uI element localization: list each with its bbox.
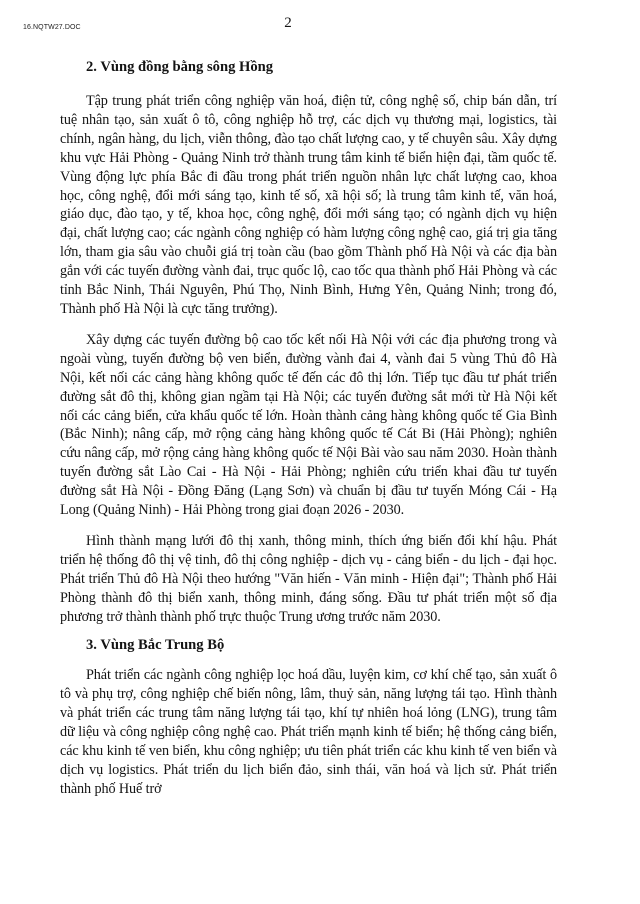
page-number: 2: [284, 15, 292, 31]
document-body: [60, 58, 557, 799]
paragraph: Phát triển các ngành công nghiệp lọc hoá dầu, luyện kim, cơ khí chế tạo, sản xuất ô tô và phụ trợ, công nghiệp chế biến nông, lâm, thuỷ sản, năng lượng tái tạo. Hình thành và phát triển các trung tâm năng lượng tái tạo, khí tự nhiên hoá lỏng (LNG), trung tâm dữ liệu và công nghiệp công nghệ cao. Phát triển mạnh kinh tế biển; hệ thống cảng biển, các khu kinh tế ven biển, khu công nghiệp; ưu tiên phát triển các khu kinh tế ven biển và dịch vụ logistics. Phát triển du lịch biển đảo, sinh thái, văn hoá và lịch sử. Phát triển thành phố Huế trở: [60, 667, 557, 797]
paragraph: Hình thành mạng lưới đô thị xanh, thông minh, thích ứng biến đổi khí hậu. Phát triển hệ thống đô thị vệ tinh, đô thị công nghiệp - dịch vụ - cảng biển - du lịch - đại học. Phát triển Thủ đô Hà Nội theo hướng "Văn hiến - Văn minh - Hiện đại"; Thành phố Hải Phòng thành đô thị biển xanh, thông minh, đáng sống. Đầu tư phát triển một số địa phương trở thành thành phố trực thuộc Trung ương trước năm 2030.: [60, 532, 557, 625]
section-heading-bac-trung-bo: 3. Vùng Bắc Trung Bộ: [86, 637, 225, 654]
section-heading-dong-bang-song-hong: 2. Vùng đồng bằng sông Hồng: [86, 59, 274, 75]
paragraph: Xây dựng các tuyến đường bộ cao tốc kết nối Hà Nội với các địa phương trong và ngoài vùng, tuyến đường bộ ven biển, đường vành đai 4, vành đai 5 vùng Thủ đô Hà Nội, kết nối các cảng hàng không quốc tế đến các đô thị lớn. Tiếp tục đầu tư phát triển đường sắt đô thị, không gian ngầm tại Hà Nội; các tuyến đường sắt mới từ Hà Nội kết nối các cảng biển, cửa khẩu quốc tế lớn. Hoàn thành cảng hàng không quốc tế Gia Bình (Bắc Ninh); nâng cấp, mở rộng cảng hàng không quốc tế Cát Bi (Hải Phòng); nghiên cứu nâng cấp, mở rộng cảng hàng không quốc tế Nội Bài vào sau năm 2030. Hoàn thành tuyến đường sắt Lào Cai - Hà Nội - Hải Phòng; nghiên cứu triển khai đầu tư tuyến đường sắt Hà Nội - Đồng Đăng (Lạng Sơn) và chuẩn bị đầu tư tuyến Móng Cái - Hạ Long (Quảng Ninh) - Hải Phòng trong giai đoạn 2026 - 2030.: [60, 331, 557, 519]
paragraph: Tập trung phát triển công nghiệp văn hoá, điện tử, công nghệ số, chip bán dẫn, trí tuệ nhân tạo, sản xuất ô tô, công nghiệp hỗ trợ, các dịch vụ thương mại, logistics, tài chính, ngân hàng, du lịch, viễn thông, đào tạo chất lượng cao, y tế chuyên sâu. Xây dựng khu vực Hải Phòng - Quảng Ninh trở thành trung tâm kinh tế biển hiện đại, tầm quốc tế. Vùng động lực phía Bắc đi đầu trong phát triển nguồn nhân lực chất lượng cao, khoa học, công nghệ, đổi mới sáng tạo, kinh tế số, xã hội số; là trung tâm kinh tế, văn hoá, giáo dục, đào tạo, y tế, khoa học, công nghệ, đổi mới sáng tạo; có ngành dịch vụ hiện đại, chất lượng cao; các ngành công nghiệp có hàm lượng công nghệ cao, giá trị gia tăng lớn, tham gia sâu vào chuỗi giá trị toàn cầu (bao gồm Thành phố Hà Nội và các địa bàn gắn với các tuyến đường vành đai, trục quốc lộ, cao tốc qua thành phố Hải Phòng và các tỉnh Bắc Ninh, Thái Nguyên, Phú Thọ, Ninh Bình, Hưng Yên, Quảng Ninh; trong đó, Thành phố Hà Nội là cực tăng trưởng).: [60, 93, 557, 317]
document-code: 16.NQTW27.DOC: [23, 24, 81, 31]
